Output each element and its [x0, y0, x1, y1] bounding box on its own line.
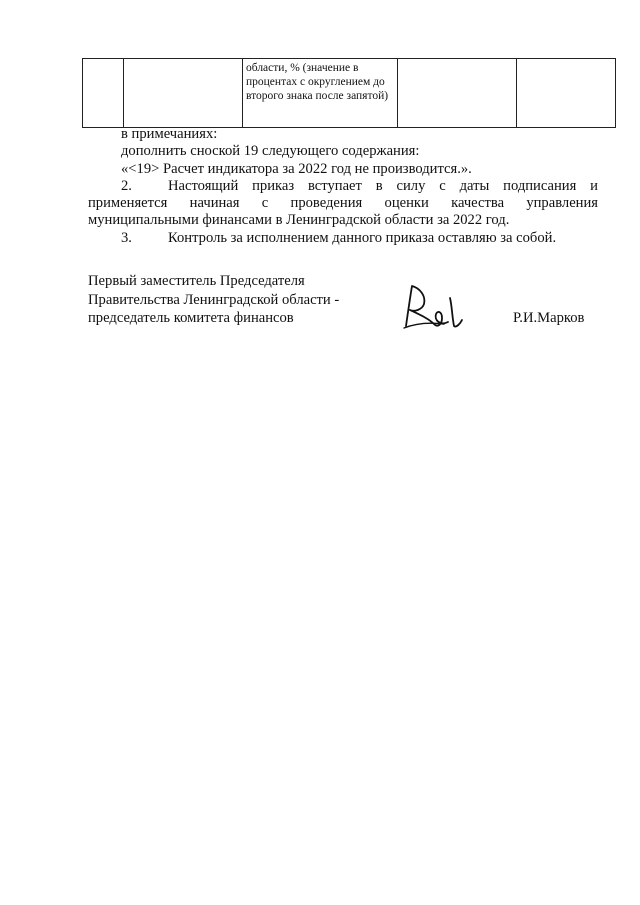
table-cell-number — [83, 59, 124, 128]
item-number-2: 2. — [121, 178, 132, 194]
item-2-second-line: применяется начиная с проведения оценки качества управления — [88, 195, 598, 211]
item-number-3: 3. — [121, 230, 132, 246]
notes-line-1: дополнить сноской 19 следующего содержания: — [121, 143, 420, 159]
signatory-name: Р.И.Марков — [513, 310, 585, 326]
table-cell-value — [398, 59, 517, 128]
table-row — [83, 59, 616, 128]
table-cell-unit: области, % (значение в процентах с округлением до второго знака после запятой) — [243, 59, 398, 128]
handwritten-signature — [398, 278, 466, 334]
table-cell-source — [517, 59, 616, 128]
notes-line-2: «<19> Расчет индикатора за 2022 год не производится.». — [121, 161, 472, 177]
notes-heading: в примечаниях: — [121, 126, 218, 142]
item-2-third-line: муниципальными финансами в Ленинградской области за 2022 год. — [88, 212, 510, 228]
signatory-position-line-1: Первый заместитель Председателя — [88, 273, 305, 289]
signatory-position-line-2: Правительства Ленинградской области - — [88, 292, 340, 308]
signatory-position-line-3: председатель комитета финансов — [88, 310, 294, 326]
indicator-table-fragment — [82, 58, 616, 128]
item-3-text: Контроль за исполнением данного приказа оставляю за собой. — [168, 230, 557, 246]
item-2-first-line: Настоящий приказ вступает в силу с даты подписания и — [168, 178, 598, 194]
table-cell-indicator — [124, 59, 243, 128]
